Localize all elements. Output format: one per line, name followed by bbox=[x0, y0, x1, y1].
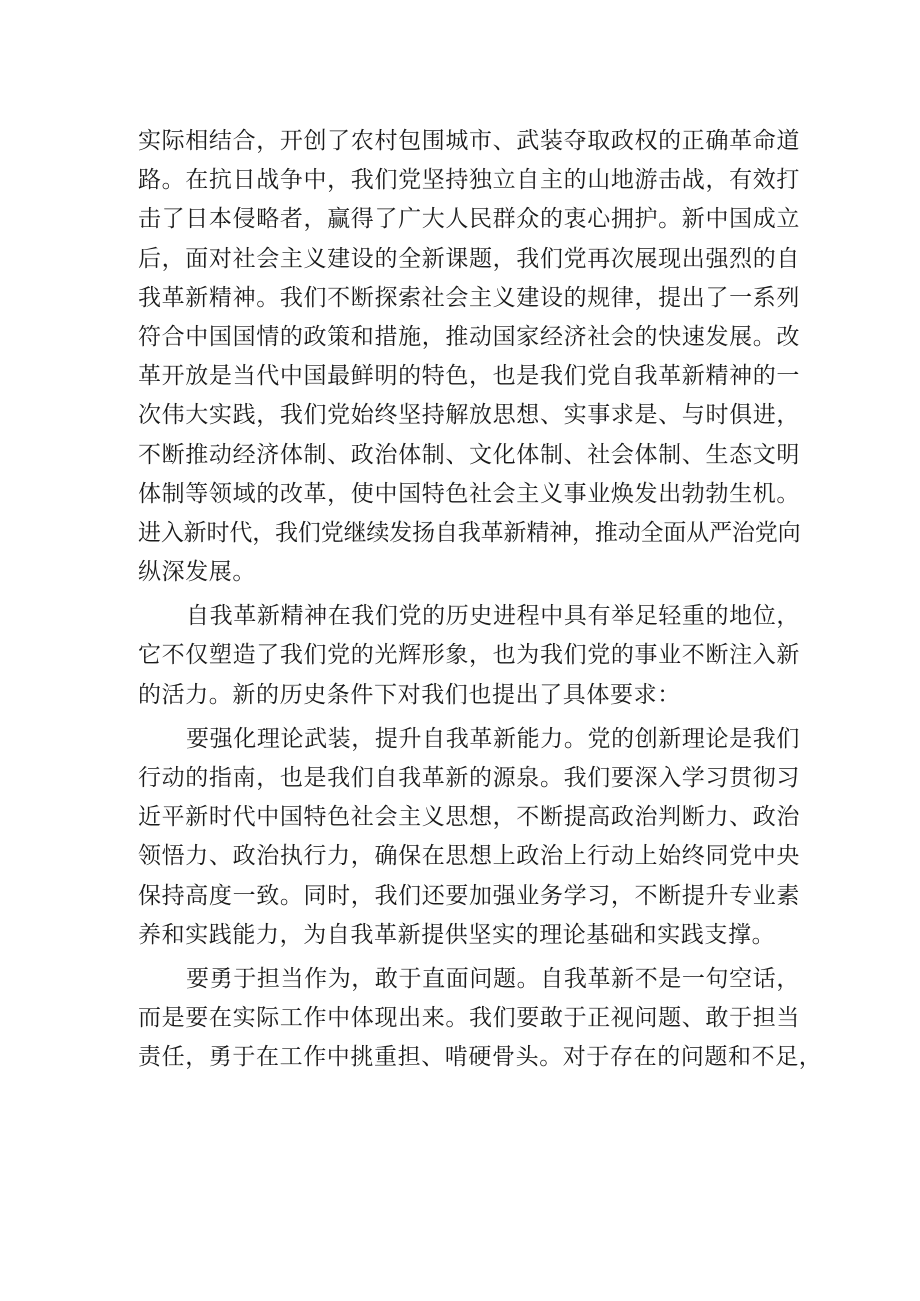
document-body bbox=[138, 122, 823, 1078]
body-line: 行动的指南，也是我们自我革新的源泉。我们要深入学习贯彻习 bbox=[138, 765, 800, 791]
body-line: 符合中国国情的政策和措施，推动国家经济社会的快速发展。改 bbox=[138, 323, 800, 350]
body-line: 纵深发展。 bbox=[138, 559, 256, 586]
body-line: 击了日本侵略者，赢得了广大人民群众的衷心拥护。新中国成立 bbox=[138, 206, 800, 233]
body-line: 而是要在实际工作中体现出来。我们要敢于正视问题、敢于担当 bbox=[138, 1005, 800, 1032]
body-line: 它不仅塑造了我们党的光辉形象，也为我们党的事业不断注入新 bbox=[138, 642, 800, 669]
body-line: 体制等领域的改革，使中国特色社会主义事业焕发出勃勃生机。 bbox=[138, 480, 800, 507]
body-line-indented: 要勇于担当作为，敢于直面问题。自我革新不是一句空话， bbox=[186, 965, 800, 992]
body-line: 的活力。新的历史条件下对我们也提出了具体要求： bbox=[138, 681, 681, 708]
body-line: 责任，勇于在工作中挑重担、啃硬骨头。对于存在的问题和不足， bbox=[138, 1044, 823, 1071]
body-line: 革开放是当代中国最鲜明的特色，也是我们党自我革新精神的一 bbox=[138, 363, 800, 390]
body-line-indented: 要强化理论武装，提升自我革新能力。党的创新理论是我们 bbox=[186, 725, 800, 752]
body-line: 养和实践能力，为自我革新提供坚实的理论基础和实践支撑。 bbox=[138, 921, 776, 948]
body-line: 我革新精神。我们不断探索社会主义建设的规律，提出了一系列 bbox=[138, 284, 800, 311]
body-line: 进入新时代，我们党继续发扬自我革新精神，推动全面从严治党向 bbox=[138, 519, 800, 546]
body-line: 次伟大实践，我们党始终坚持解放思想、实事求是、与时俱进， bbox=[138, 402, 800, 429]
body-line-indented: 自我革新精神在我们党的历史进程中具有举足轻重的地位， bbox=[186, 603, 800, 630]
body-line: 实际相结合，开创了农村包围城市、武装夺取政权的正确革命道 bbox=[138, 128, 800, 154]
body-line: 近平新时代中国特色社会主义思想，不断提高政治判断力、政治 bbox=[138, 804, 800, 831]
body-line: 不断推动经济体制、政治体制、文化体制、社会体制、生态文明 bbox=[138, 441, 800, 468]
body-line: 保持高度一致。同时，我们还要加强业务学习，不断提升专业素 bbox=[138, 882, 800, 909]
body-line: 领悟力、政治执行力，确保在思想上政治上行动上始终同党中央 bbox=[138, 843, 800, 870]
body-line: 路。在抗日战争中，我们党坚持独立自主的山地游击战，有效打 bbox=[138, 167, 800, 194]
body-line: 后，面对社会主义建设的全新课题，我们党再次展现出强烈的自 bbox=[138, 245, 800, 272]
